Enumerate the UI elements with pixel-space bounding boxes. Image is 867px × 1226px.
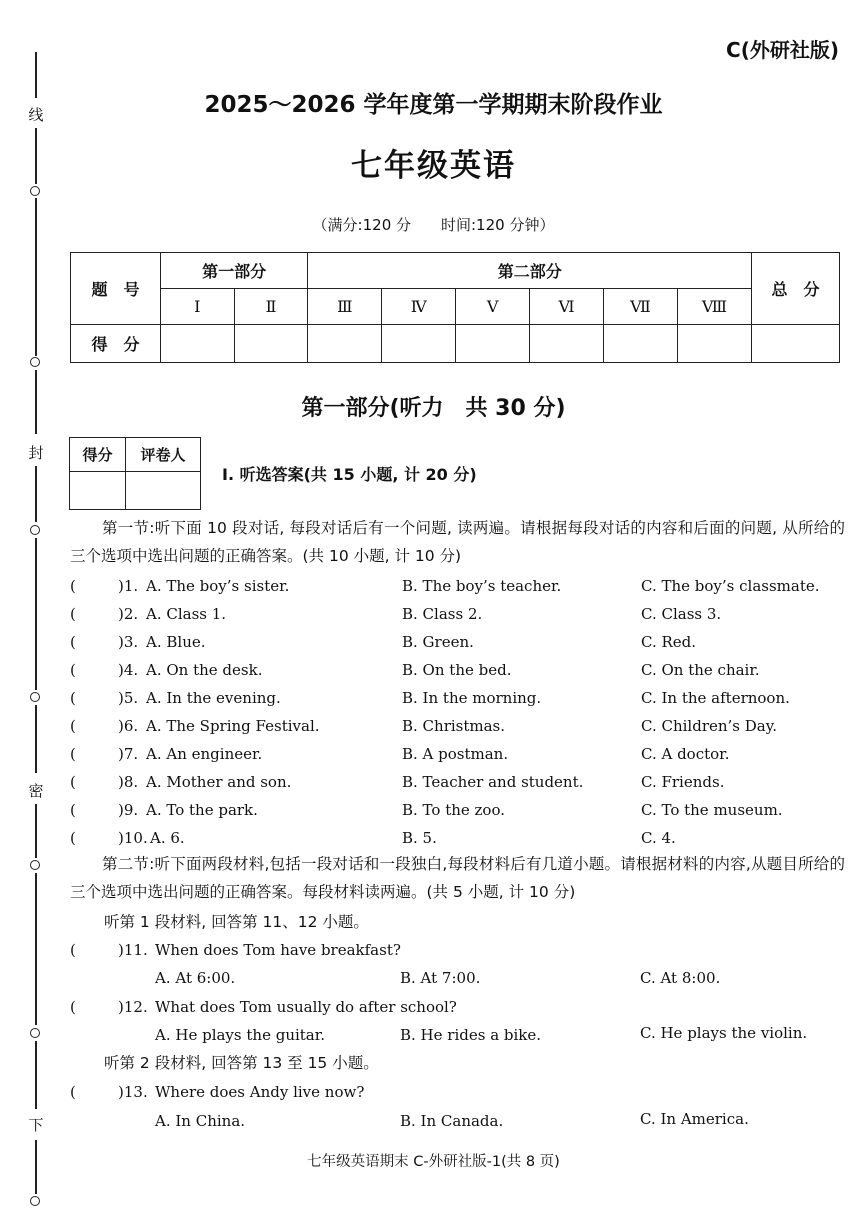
answer-paren[interactable]: ( [70,1083,76,1101]
margin-circle [30,1196,40,1206]
option-a: A. In China. [155,1112,246,1130]
option-a: A. The boy’s sister. [146,577,290,595]
option-b: B. On the bed. [402,661,512,679]
question-number: )3. [118,633,139,651]
margin-circle [30,692,40,702]
question-number: )5. [118,689,139,707]
answer-paren[interactable]: ( [70,941,76,959]
answer-paren[interactable]: ( [70,577,76,595]
material1-heading: 听第 1 段材料, 回答第 11、12 小题。 [104,913,369,931]
option-a: A. Blue. [146,633,206,651]
option-a: A. To the park. [146,801,258,819]
answer-paren[interactable]: ( [70,773,76,791]
subject-title: 七年级英语 [351,148,516,184]
section1-title: Ⅰ. 听选答案(共 15 小题, 计 20 分) [222,465,477,484]
question-number: )1. [118,577,139,595]
question-number: )13. [118,1083,148,1101]
margin-rule [35,466,37,522]
option-b: B. Class 2. [402,605,483,623]
question-number: )12. [118,998,148,1016]
grader-box [69,437,201,510]
option-b: B. Green. [402,633,474,651]
option-b: B. Teacher and student. [402,773,584,791]
score-cell[interactable] [234,325,308,363]
part1-title: 第一部分(听力 共 30 分) [301,396,566,421]
exam-title: 2025～2026 学年度第一学期期末阶段作业 [204,92,663,118]
score-cell[interactable] [308,325,382,363]
score-cell[interactable] [603,325,677,363]
margin-char-mi: 密 [28,782,44,800]
column-header: Ⅶ [603,289,677,325]
answer-paren[interactable]: ( [70,801,76,819]
option-c: C. In America. [640,1110,749,1128]
option-c: C. The boy’s classmate. [641,577,820,595]
margin-circle [30,357,40,367]
option-b: B. In Canada. [400,1112,504,1130]
option-a: A. The Spring Festival. [146,717,320,735]
option-c: C. Red. [641,633,697,651]
column-header: Ⅱ [234,289,308,325]
exam-info: （满分:120 分 时间:120 分钟） [312,216,555,234]
option-a: A. Mother and son. [146,773,292,791]
answer-paren[interactable]: ( [70,689,76,707]
total-score-cell[interactable] [752,325,840,363]
answer-paren[interactable]: ( [70,661,76,679]
margin-char-feng: 封 [28,444,44,462]
score-row-label: 得 分 [71,325,161,363]
column-header: Ⅷ [677,289,751,325]
option-c: C. On the chair. [641,661,760,679]
part1-header: 第一部分 [160,253,308,289]
grader-score-label: 得分 [70,438,126,472]
grader-name-label: 评卷人 [126,438,201,472]
section1-part1-instructions: 第一节:听下面 10 段对话, 每段对话后有一个问题, 读两遍。请根据每段对话的内容和后面的问题, 从所给的三个选项中选出问题的正确答案。(共 10 小题, 计 10 分) [70,519,845,565]
option-c: C. To the museum. [641,801,783,819]
margin-rule [35,804,37,858]
column-header: Ⅴ [456,289,530,325]
option-a: A. Class 1. [146,605,227,623]
column-header: Ⅲ [308,289,382,325]
margin-circle [30,1028,40,1038]
option-a: A. An engineer. [146,745,263,763]
question-number: )7. [118,745,139,763]
option-c: C. Children’s Day. [641,717,777,735]
option-b: B. He rides a bike. [400,1026,542,1044]
question-number: )2. [118,605,139,623]
score-cell[interactable] [530,325,604,363]
answer-paren[interactable]: ( [70,605,76,623]
question-stem: What does Tom usually do after school? [155,998,457,1016]
margin-circle [30,186,40,196]
option-a: A. At 6:00. [155,969,236,987]
score-cell[interactable] [382,325,456,363]
option-c: C. 4. [641,829,676,847]
answer-paren[interactable]: ( [70,829,76,847]
option-b: B. A postman. [402,745,509,763]
option-c: C. Friends. [641,773,725,791]
option-b: B. 5. [402,829,437,847]
score-cell[interactable] [677,325,751,363]
question-number: )4. [118,661,139,679]
option-c: C. In the afternoon. [641,689,790,707]
margin-rule [35,1041,37,1109]
margin-rule [35,873,37,1025]
margin-circle [30,860,40,870]
option-c: C. Class 3. [641,605,722,623]
edition-label: C(外研社版) [726,38,839,62]
column-header: Ⅵ [530,289,604,325]
part2-header: 第二部分 [308,253,752,289]
margin-circle [30,525,40,535]
total-header: 总 分 [752,253,840,325]
option-a: A. He plays the guitar. [155,1026,326,1044]
grader-name-cell[interactable] [126,472,201,510]
question-number: )9. [118,801,139,819]
option-a: A. 6. [150,829,185,847]
answer-paren[interactable]: ( [70,633,76,651]
margin-char-xia: 下 [28,1116,44,1134]
material2-heading: 听第 2 段材料, 回答第 13 至 15 小题。 [104,1054,379,1072]
question-number: )8. [118,773,139,791]
option-c: C. At 8:00. [640,969,721,987]
option-a: A. In the evening. [146,689,281,707]
question-stem: Where does Andy live now? [155,1083,365,1101]
page-footer: 七年级英语期末 C-外研社版-1(共 8 页) [307,1154,560,1170]
question-no-header: 题 号 [71,253,161,325]
option-a: A. On the desk. [146,661,263,679]
score-cell[interactable] [160,325,234,363]
option-c: C. A doctor. [641,745,730,763]
margin-rule [35,538,37,690]
option-b: B. In the morning. [402,689,542,707]
column-header: Ⅳ [382,289,456,325]
margin-char-xian: 线 [28,106,44,124]
answer-paren[interactable]: ( [70,745,76,763]
option-c: C. He plays the violin. [640,1024,808,1042]
section1-part2-instructions: 第二节:听下面两段材料,包括一段对话和一段独白,每段材料后有几道小题。请根据材料的内容,从题目所给的三个选项中选出问题的正确答案。每段材料读两遍。(共 5 小题, 计 10 分) [70,855,845,901]
score-cell[interactable] [456,325,530,363]
answer-paren[interactable]: ( [70,998,76,1016]
question-number: )11. [118,941,148,959]
option-b: B. Christmas. [402,717,506,735]
option-b: B. The boy’s teacher. [402,577,562,595]
question-stem: When does Tom have breakfast? [155,941,401,959]
option-b: B. At 7:00. [400,969,481,987]
score-table [70,252,840,363]
margin-rule [35,705,37,773]
grader-score-cell[interactable] [70,472,126,510]
question-number: )10. [118,829,148,847]
answer-paren[interactable]: ( [70,717,76,735]
option-b: B. To the zoo. [402,801,506,819]
question-number: )6. [118,717,139,735]
column-header: Ⅰ [160,289,234,325]
